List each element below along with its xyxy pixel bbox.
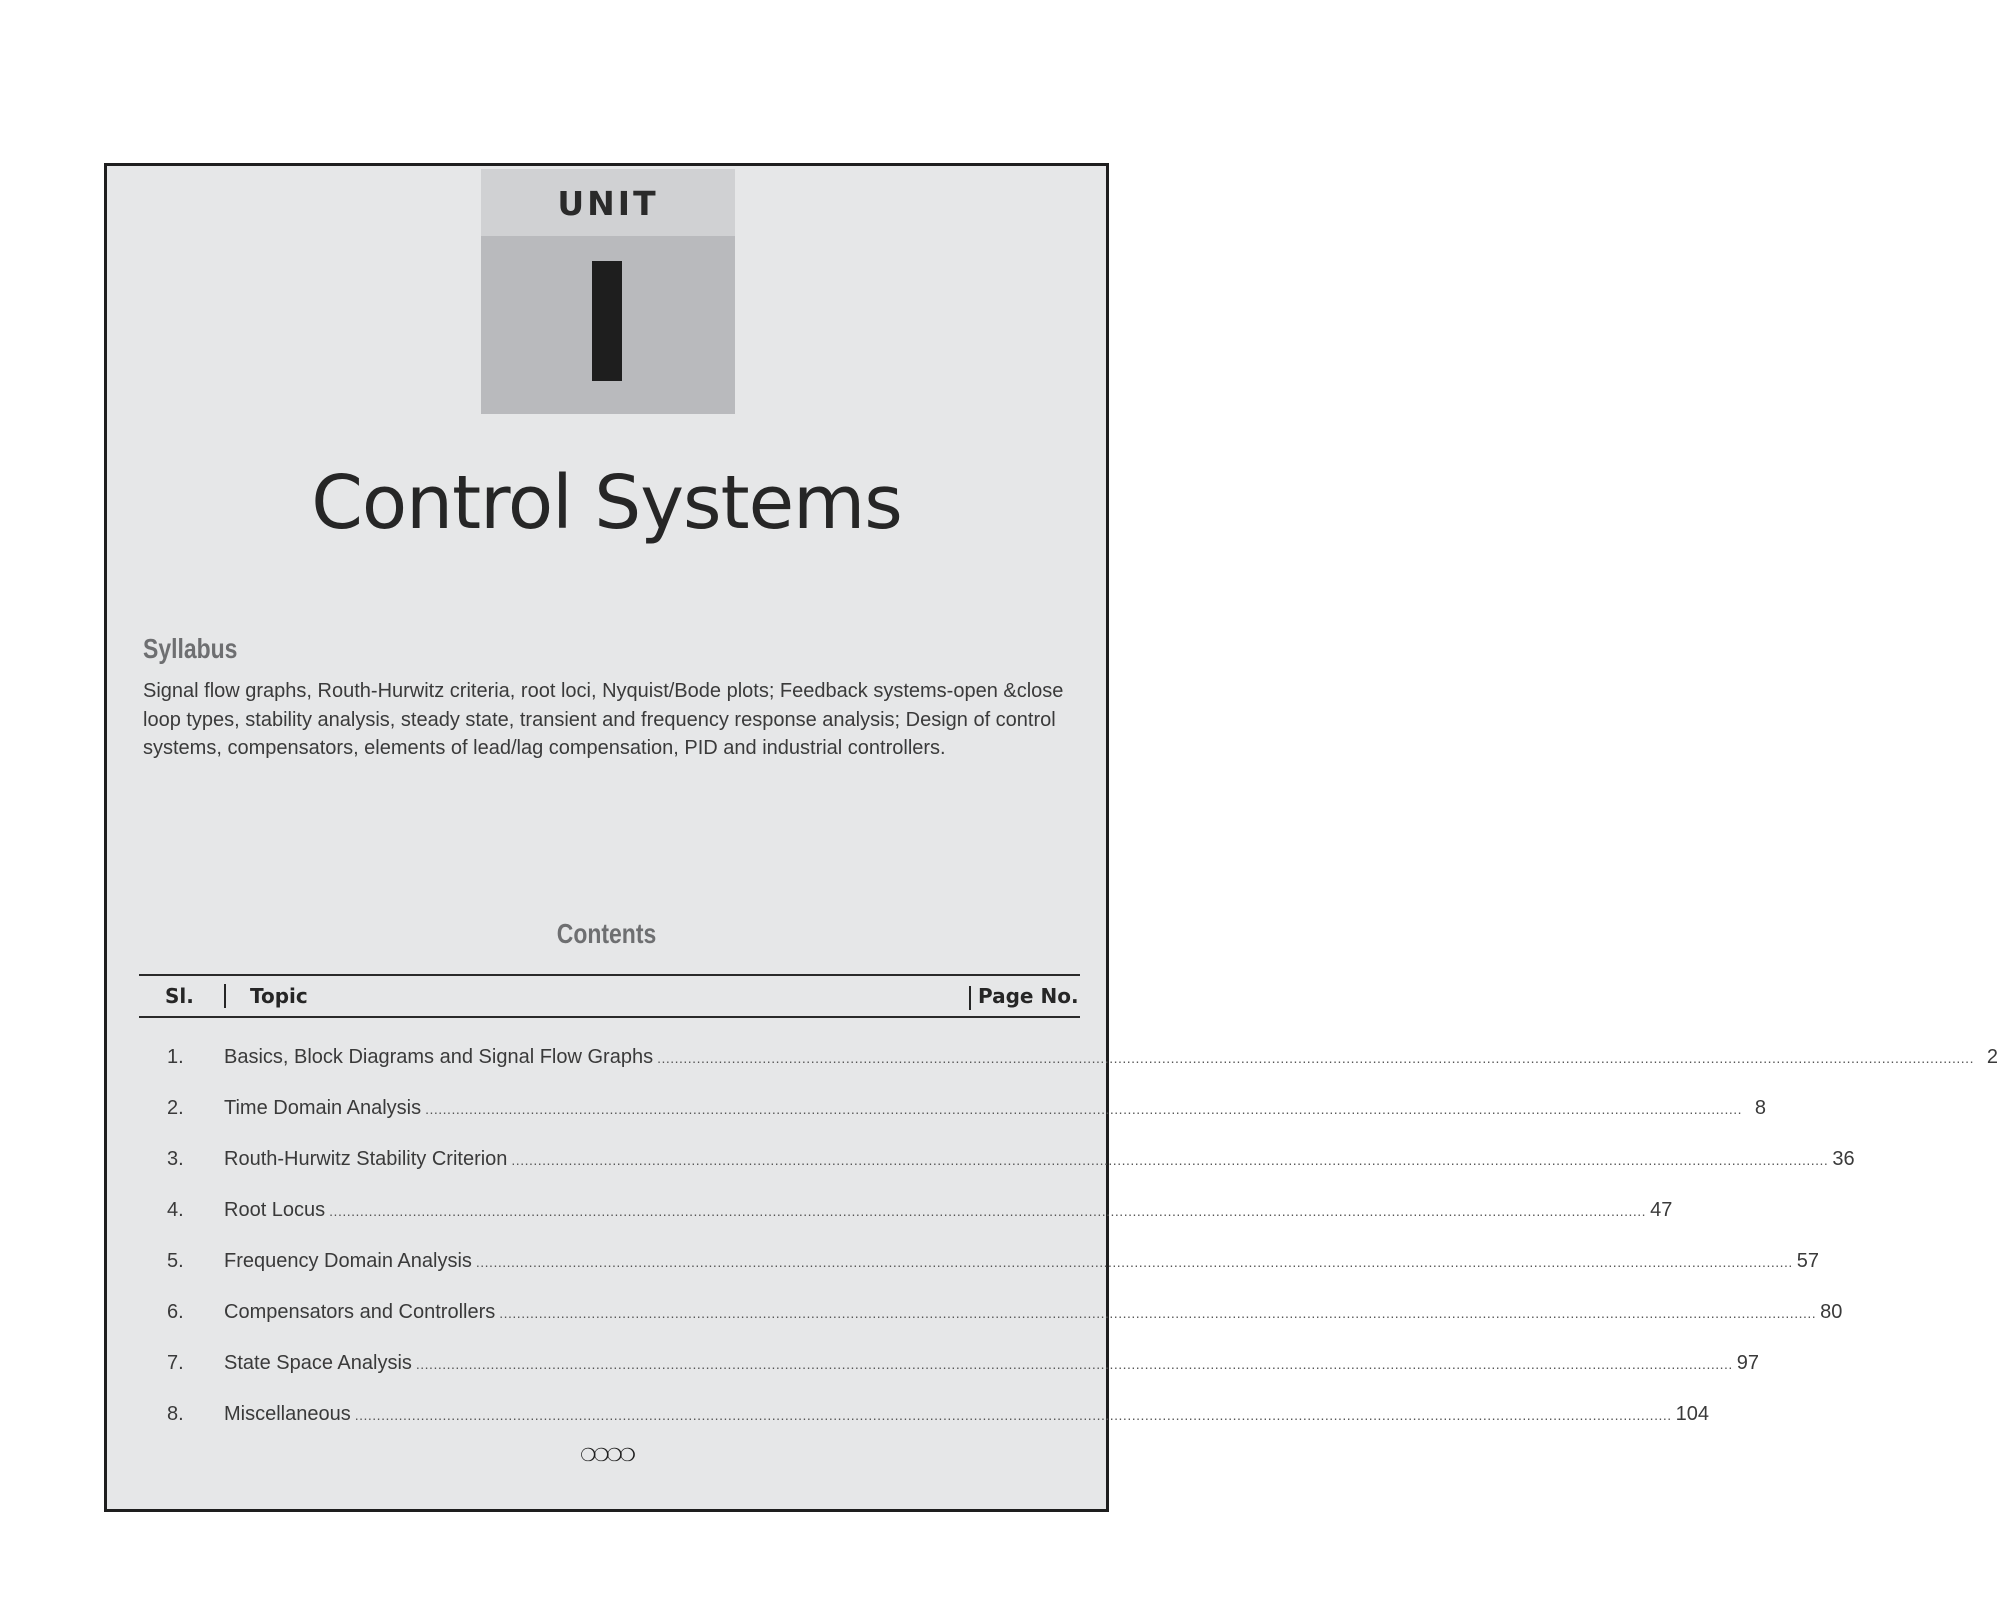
unit-numeral xyxy=(592,261,622,381)
unit-badge xyxy=(481,169,735,414)
toc-row-topic: Frequency Domain Analysis xyxy=(224,1250,472,1272)
toc-row-number: 3. xyxy=(167,1148,184,1170)
syllabus-line: Signal flow graphs, Routh-Hurwitz criteria, root loci, Nyquist/Bode plots; Feedback systems-open &close xyxy=(143,680,1064,702)
toc-row-entry xyxy=(224,1352,1760,1375)
toc-row-number: 7. xyxy=(167,1352,184,1374)
toc-header xyxy=(139,974,1080,1018)
toc-header-divider xyxy=(969,986,971,1010)
dot-leader: ............................................................................................................................................................................................................................................................................................................ xyxy=(354,1407,1672,1423)
toc-row-topic: State Space Analysis xyxy=(224,1352,412,1374)
toc-row-topic: Root Locus xyxy=(224,1199,326,1221)
page-frame xyxy=(104,163,1998,1512)
unit-label: UNIT xyxy=(481,169,735,236)
toc-row-page: 97 xyxy=(1736,1352,1760,1374)
toc-row-number: 6. xyxy=(167,1301,184,1323)
toc-row-page: 36 xyxy=(1832,1148,1855,1170)
toc-row-topic: Miscellaneous xyxy=(224,1403,351,1425)
toc-row-entry xyxy=(224,1403,1710,1426)
toc-row-number: 2. xyxy=(167,1097,184,1119)
toc-row-entry xyxy=(224,1250,1820,1273)
toc-row-page: 104 xyxy=(1675,1403,1710,1425)
toc-row xyxy=(107,1352,1760,1382)
toc-row-entry xyxy=(224,1301,1843,1324)
toc-row-number: 5. xyxy=(167,1250,184,1272)
dot-leader: ............................................................................................................................................................................................................................................................................................................ xyxy=(425,1101,1743,1117)
toc-row-number: 8. xyxy=(167,1403,184,1425)
toc-row-number: 4. xyxy=(167,1199,184,1221)
toc-row xyxy=(107,1403,1710,1433)
end-ornament: ❍❍❍❍ xyxy=(580,1445,633,1466)
toc-header-topic: Topic xyxy=(250,984,308,1008)
toc-row-page: 2 xyxy=(1986,1046,1998,1068)
toc-row-topic: Compensators and Controllers xyxy=(224,1301,496,1323)
page-title: Control Systems xyxy=(311,460,902,546)
syllabus-line: systems, compensators, elements of lead/lag compensation, PID and industrial controllers. xyxy=(143,737,946,759)
toc-row-number: 1. xyxy=(167,1046,184,1068)
toc-row-entry xyxy=(224,1097,1767,1120)
toc-row-entry xyxy=(224,1148,1855,1171)
toc-row-entry xyxy=(224,1046,1998,1069)
toc-row xyxy=(107,1250,1820,1280)
toc-row-topic: Routh-Hurwitz Stability Criterion xyxy=(224,1148,508,1170)
toc-row-entry xyxy=(224,1199,1673,1222)
contents-heading: Contents xyxy=(556,918,657,949)
dot-leader: ............................................................................................................................................................................................................................................................................................................ xyxy=(499,1305,1817,1321)
syllabus-body xyxy=(143,677,1093,763)
unit-numeral-box xyxy=(481,236,735,414)
dot-leader: ............................................................................................................................................................................................................................................................................................................ xyxy=(415,1356,1733,1372)
toc-row-page: 47 xyxy=(1650,1199,1673,1221)
toc-header-page: Page No. xyxy=(978,984,1079,1008)
syllabus-heading: Syllabus xyxy=(143,633,238,664)
toc-row xyxy=(107,1097,1767,1127)
toc-row-topic: Basics, Block Diagrams and Signal Flow Graphs xyxy=(224,1046,654,1068)
syllabus-line: loop types, stability analysis, steady state, transient and frequency response analysis; Design of control xyxy=(143,708,1056,731)
dot-leader: ............................................................................................................................................................................................................................................................................................................ xyxy=(329,1203,1647,1219)
toc-row xyxy=(107,1199,1673,1229)
toc-row xyxy=(107,1046,1998,1076)
toc-row xyxy=(107,1148,1855,1178)
dot-leader: ............................................................................................................................................................................................................................................................................................................ xyxy=(511,1152,1829,1168)
toc-row xyxy=(107,1301,1843,1331)
toc-row-topic: Time Domain Analysis xyxy=(224,1097,422,1119)
toc-header-sl: Sl. xyxy=(165,984,194,1008)
toc-row-page: 57 xyxy=(1796,1250,1820,1272)
dot-leader: ............................................................................................................................................................................................................................................................................................................ xyxy=(657,1050,1974,1066)
dot-leader: ............................................................................................................................................................................................................................................................................................................ xyxy=(475,1254,1793,1270)
toc-row-page: 8 xyxy=(1754,1097,1767,1119)
toc-header-divider xyxy=(224,984,226,1008)
toc-row-page: 80 xyxy=(1820,1301,1843,1323)
